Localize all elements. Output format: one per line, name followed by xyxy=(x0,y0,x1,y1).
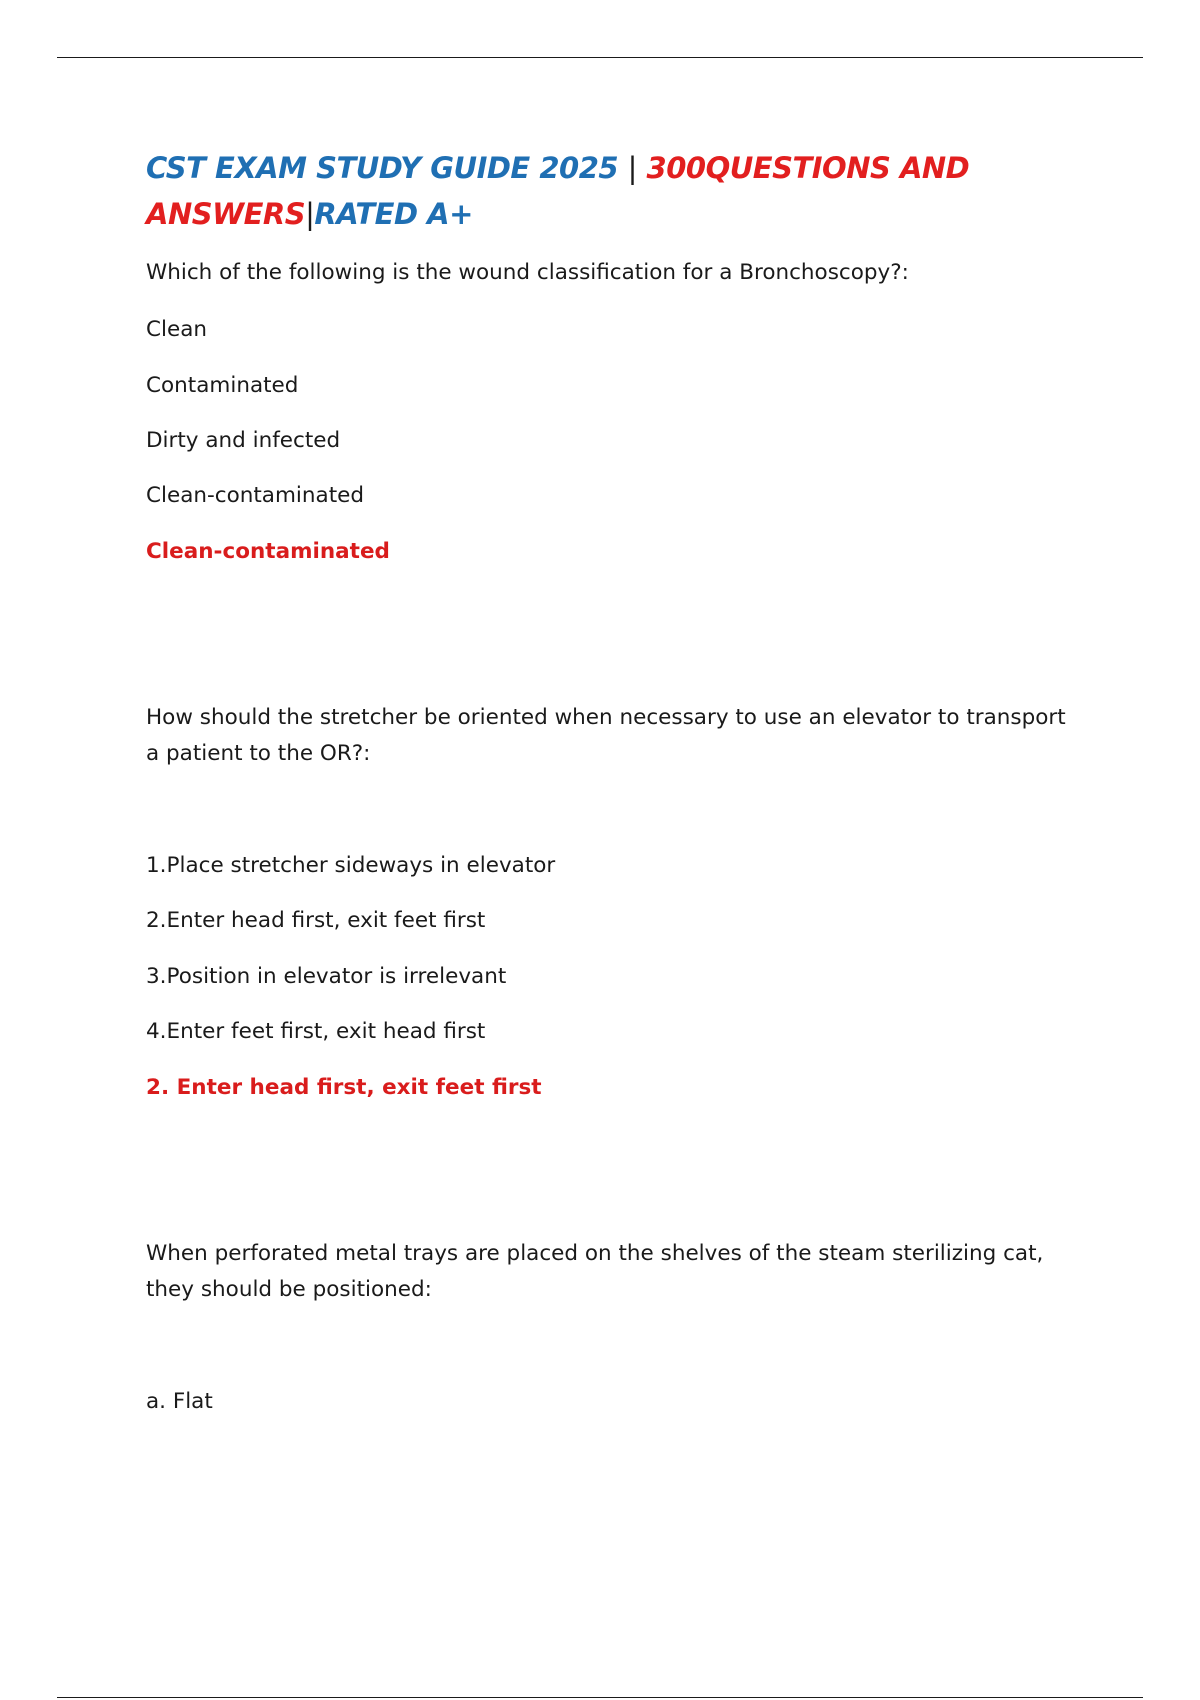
question-2-text-line-2: a patient to the OR?: xyxy=(146,741,371,766)
question-2-text-line-1: How should the stretcher be oriented when necessary to use an elevator to transport xyxy=(146,705,1066,730)
title-separator-2: | xyxy=(305,197,315,231)
question-3-text-line-2: they should be positioned: xyxy=(146,1277,432,1302)
title-part-3: ANSWERS xyxy=(146,197,306,231)
title-part-4: RATED A+ xyxy=(314,197,473,231)
question-1-option-4: Clean-contaminated xyxy=(146,483,365,508)
question-1-text: Which of the following is the wound classification for a Bronchoscopy?: xyxy=(146,260,909,285)
question-3-text-line-1: When perforated metal trays are placed on the shelves of the steam sterilizing cat, xyxy=(146,1241,1044,1266)
question-1-answer: Clean-contaminated xyxy=(146,539,390,564)
question-2-option-4: 4.Enter feet first, exit head first xyxy=(146,1019,486,1044)
document-title xyxy=(146,145,969,237)
question-1-option-1: Clean xyxy=(146,317,208,342)
title-part-2: 300QUESTIONS AND xyxy=(646,151,970,185)
bottom-rule xyxy=(57,1697,1143,1698)
title-separator-1: | xyxy=(627,151,637,185)
question-2-option-3: 3.Position in elevator is irrelevant xyxy=(146,964,507,989)
question-3-option-1: a. Flat xyxy=(146,1389,213,1414)
question-2-answer: 2. Enter head first, exit feet first xyxy=(146,1075,542,1100)
question-1-option-2: Contaminated xyxy=(146,373,299,398)
title-part-1: CST EXAM STUDY GUIDE 2025 xyxy=(146,151,619,185)
question-2-option-1: 1.Place stretcher sideways in elevator xyxy=(146,853,556,878)
question-2-option-2: 2.Enter head first, exit feet first xyxy=(146,908,486,933)
question-1-option-3: Dirty and infected xyxy=(146,428,341,453)
top-rule xyxy=(57,57,1143,58)
